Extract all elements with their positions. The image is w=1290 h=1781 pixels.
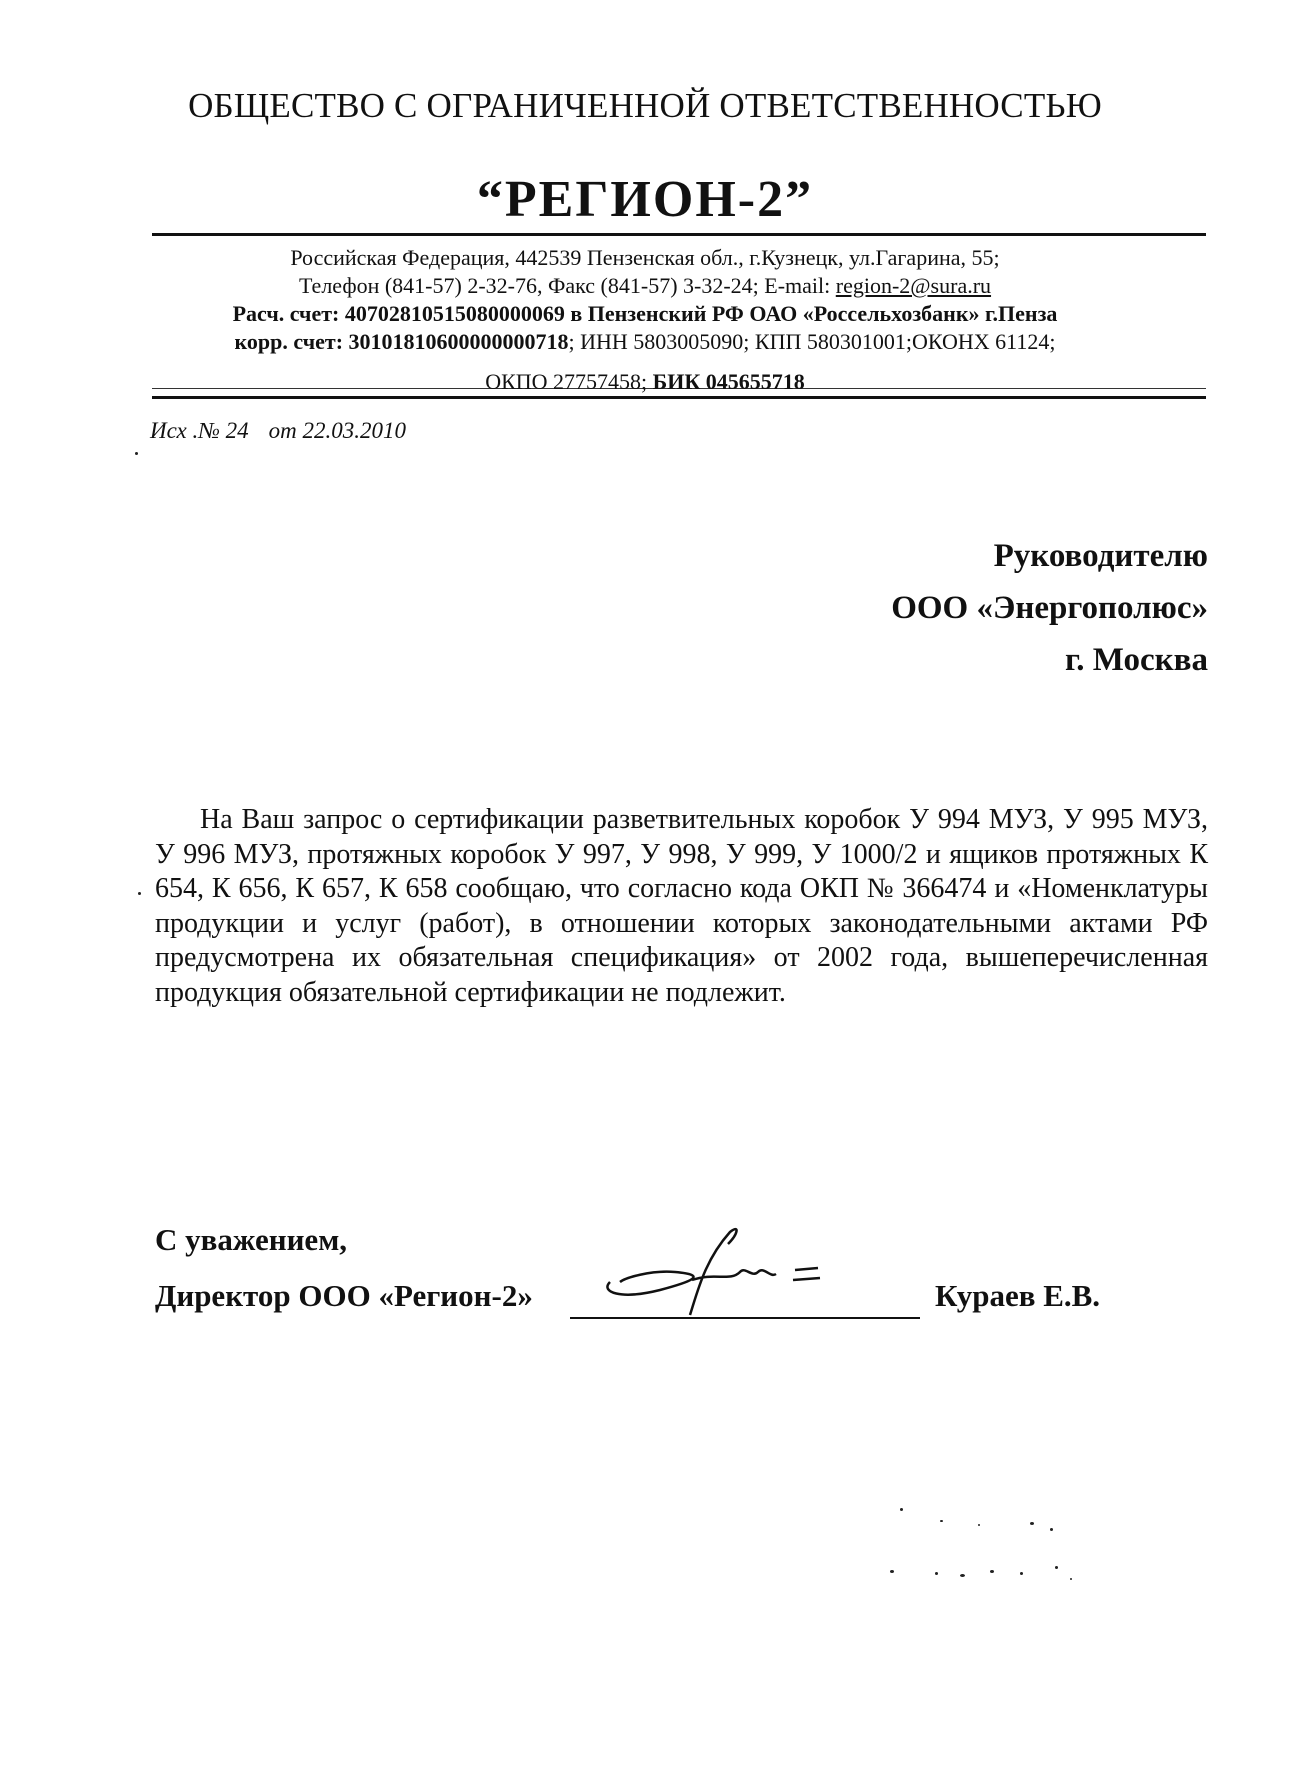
closing-regards: С уважением, — [155, 1222, 348, 1257]
corr-account: корр. счет: 30101810600000000718 — [234, 329, 569, 354]
letter-body: На Ваш запрос о сертификации разветвительных коробок У 994 МУЗ, У 995 МУЗ, У 996 МУЗ, протяжных коробок У 997, У 998, У 999, У 1000/2 и ящиков протяжных К 654, К 656, К 657, К 658 сообщаю, что согласно кода ОКП № 366474 и «Номенклатуры продукции и услуг (работ), в отношении которых законодательными актами РФ предусмотрена их обязательная спецификация» от 2002 года, вышеперечисленная продукция обязательной сертификации не подлежит. — [155, 804, 1208, 1008]
okpo-bik-line — [0, 368, 1290, 396]
scan-speck — [135, 452, 138, 455]
scan-speck — [138, 892, 141, 895]
faded-stamp-marks — [880, 1500, 1100, 1600]
corr-account-line — [0, 328, 1290, 356]
address-line: Российская Федерация, 442539 Пензенская обл., г.Кузнецк, ул.Гагарина, 55; — [290, 245, 1000, 270]
handwritten-signature — [580, 1220, 840, 1320]
bik: БИК 045655718 — [652, 369, 805, 394]
contact-line — [0, 272, 1290, 300]
org-name: “РЕГИОН-2” — [476, 171, 814, 228]
org-type: ОБЩЕСТВО С ОГРАНИЧЕННОЙ ОТВЕТСТВЕННОСТЬЮ — [188, 86, 1102, 125]
account-line: Расч. счет: 40702810515080000069 в Пензенский РФ ОАО «Россельхозбанк» г.Пенза — [232, 301, 1058, 326]
outgoing-number: Исх .№ 24 — [150, 418, 249, 443]
phone-fax: Телефон (841-57) 2-32-76, Факс (841-57) 3-32-24; E-mail: — [298, 273, 836, 298]
outgoing-date: от 22.03.2010 — [268, 418, 407, 443]
email-link[interactable]: region-2@sura.ru — [835, 273, 992, 298]
header-rule-bottom — [152, 396, 1206, 399]
addressee-company: ООО «Энергополюс» — [891, 590, 1208, 626]
addressee-city: г. Москва — [1065, 642, 1208, 678]
okpo: ОКПО 27757458; — [485, 369, 653, 394]
outgoing-ref — [150, 418, 406, 444]
addressee-title: Руководителю — [993, 538, 1208, 574]
header-rule-top — [152, 233, 1206, 236]
tax-ids: ; ИНН 5803005090; КПП 580301001;ОКОНХ 61124; — [568, 329, 1056, 354]
signatory-name: Кураев Е.В. — [935, 1278, 1101, 1313]
signatory-position: Директор ООО «Регион-2» — [155, 1278, 533, 1313]
